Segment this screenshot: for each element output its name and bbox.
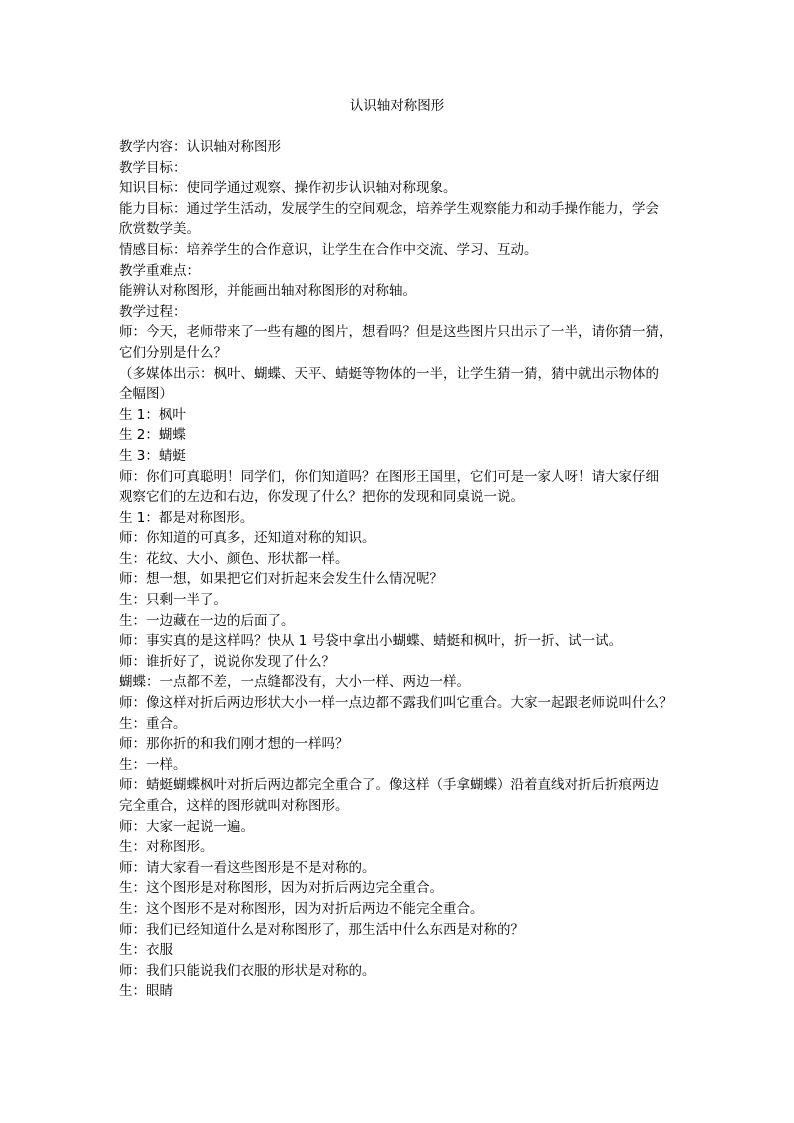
text-line: 生：花纹、大小、颜色、形状都一样。 [119,550,349,567]
text-line: 教学重难点： [119,262,200,279]
text-line: 情感目标：培养学生的合作意识，让学生在合作中交流、学习、互动。 [119,241,538,258]
text-line: 欣赏数学美。 [119,221,200,238]
text-line: 生：一边藏在一边的后面了。 [119,612,295,629]
text-line: 师：事实真的是这样吗？快从 1 号袋中拿出小蝴蝶、蜻蜓和枫叶，折一折、试一试。 [119,633,623,650]
text-line: 知识目标：使同学通过观察、操作初步认识轴对称现象。 [119,180,457,197]
text-line: 师：想一想，如果把它们对折起来会发生什么情况呢？ [119,571,443,588]
text-line: 生 1：都是对称图形。 [119,509,254,526]
text-line: 生：对称图形。 [119,839,214,856]
text-line: 师：大家一起说一遍。 [119,818,254,835]
text-line: 能辨认对称图形，并能画出轴对称图形的对称轴。 [119,283,416,300]
text-line: 教学目标： [119,159,187,176]
text-line: 师：蜻蜓蝴蝶枫叶对折后两边都完全重合了。像这样（手拿蝴蝶）沿着直线对折后折痕两边 [119,777,659,794]
text-line: 生 2：蝴蝶 [119,427,186,444]
text-line: 生：这个图形不是对称图形，因为对折后两边不能完全重合。 [119,900,484,917]
text-line: 生：重合。 [119,715,187,732]
text-line: 它们分别是什么？ [119,344,227,361]
text-line: 师：今天，老师带来了一些有趣的图片，想看吗？但是这些图片只出示了一半，请你猜一猜， [119,324,673,341]
text-line: 师：谁折好了，说说你发现了什么？ [119,653,335,670]
text-line: 生：衣服 [119,942,173,959]
text-line: 观察它们的左边和右边，你发现了什么？把你的发现和同桌说一说。 [119,489,524,506]
text-line: （多媒体出示：枫叶、蝴蝶、天平、蜻蜓等物体的一半，让学生猜一猜，猜中就出示物体的 [119,365,659,382]
text-line: 生：这个图形是对称图形，因为对折后两边完全重合。 [119,880,443,897]
text-line: 全幅图） [119,386,173,403]
text-line: 能力目标：通过学生活动，发展学生的空间观念，培养学生观察能力和动手操作能力，学会 [119,200,659,217]
text-line: 师：像这样对折后两边形状大小一样一点边都不露我们叫它重合。大家一起跟老师说叫什么？ [119,695,673,712]
text-line: 生：眼睛 [119,983,173,1000]
text-line: 蝴蝶：一点都不差，一点缝都没有，大小一样、两边一样。 [119,674,470,691]
text-line: 生 3：蜻蜓 [119,447,186,464]
text-line: 生：一样。 [119,756,187,773]
text-line: 师：我们只能说我们衣服的形状是对称的。 [119,962,376,979]
text-line: 师：我们已经知道什么是对称图形了，那生活中什么东西是对称的？ [119,921,524,938]
document-body [119,137,679,1002]
text-line: 师：请大家看一看这些图形是不是对称的。 [119,859,376,876]
text-line: 教学内容：认识轴对称图形 [119,139,281,155]
text-line: 师：你们可真聪明！同学们，你们知道吗？在图形王国里，它们可是一家人呀！请大家仔细 [119,468,659,485]
text-line: 生：只剩一半了。 [119,592,227,609]
text-line: 教学过程： [119,303,187,320]
text-line: 完全重合，这样的图形就叫对称图形。 [119,798,349,814]
text-line: 师：那你折的和我们刚才想的一样吗？ [119,736,349,753]
text-line: 师：你知道的可真多，还知道对称的知识。 [119,530,376,547]
document-title: 认识轴对称图形 [349,98,445,114]
text-line: 生 1：枫叶 [119,406,186,423]
